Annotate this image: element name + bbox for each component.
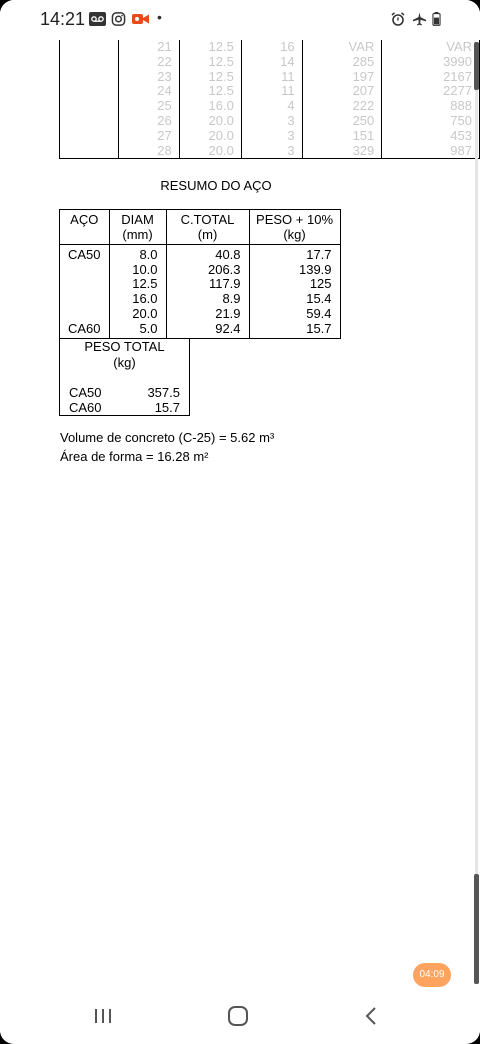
faded-table-cell: [60, 84, 119, 99]
faded-table-cell: 3: [241, 144, 302, 159]
faded-table-cell: 16.0: [179, 99, 241, 114]
summary-cell: 21.9: [166, 307, 249, 322]
summary-cell: 15.4: [249, 292, 340, 307]
faded-table-cell: [60, 70, 119, 85]
faded-table-cell: 2277: [382, 84, 480, 99]
faded-table-cell: 20.0: [179, 114, 241, 129]
faded-table-cell: 12.5: [179, 40, 241, 55]
faded-table-cell: 750: [382, 114, 480, 129]
faded-table-cell: 21: [119, 40, 180, 55]
faded-table-row: [60, 99, 480, 114]
summary-cell: 59.4: [249, 307, 340, 322]
airplane-mode-icon: [412, 12, 427, 26]
faded-table-cell: VAR: [302, 40, 382, 55]
voicemail-icon: [89, 12, 106, 26]
faded-table-cell: VAR: [382, 40, 480, 55]
summary-cell: 10.0: [109, 263, 166, 278]
summary-cell: 117.9: [166, 277, 249, 292]
faded-table-cell: 250: [302, 114, 382, 129]
summary-row: [60, 322, 341, 339]
summary-cell: 40.8: [166, 245, 249, 263]
form-area-note: Área de forma = 16.28 m²: [60, 449, 209, 464]
home-icon[interactable]: [227, 1005, 249, 1027]
total-weight-row: CA50 357.5: [69, 385, 180, 400]
scroll-track[interactable]: [475, 42, 478, 982]
faded-table-cell: 14: [241, 55, 302, 70]
faded-table-cell: 285: [302, 55, 382, 70]
video-record-icon: [132, 12, 149, 26]
faded-table-row: [60, 84, 480, 99]
summary-cell: 206.3: [166, 263, 249, 278]
faded-table-cell: 888: [382, 99, 480, 114]
navigation-bar: [0, 995, 480, 1044]
faded-table-cell: 12.5: [179, 70, 241, 85]
summary-row: [60, 277, 341, 292]
instagram-icon: [111, 12, 126, 26]
faded-table-cell: [60, 40, 119, 55]
faded-table-cell: 28: [119, 144, 180, 159]
summary-cell: 125: [249, 277, 340, 292]
alarm-icon: [391, 12, 405, 26]
faded-table-row: [60, 144, 480, 159]
summary-cell: CA60: [60, 322, 110, 339]
back-icon[interactable]: [364, 1006, 378, 1026]
total-weight-row: CA60 15.7: [69, 400, 180, 415]
faded-table-cell: 222: [302, 99, 382, 114]
faded-table-cell: 24: [119, 84, 180, 99]
faded-table-cell: 23: [119, 70, 180, 85]
summary-title: RESUMO DO AÇO: [160, 178, 272, 193]
faded-table-row: [60, 55, 480, 70]
faded-table-cell: 987: [382, 144, 480, 159]
summary-cell: 8.9: [166, 292, 249, 307]
scroll-thumb-secondary[interactable]: [474, 874, 479, 984]
summary-cell: 12.5: [109, 277, 166, 292]
faded-table-cell: 151: [302, 129, 382, 144]
summary-header-cell: AÇO: [60, 210, 110, 245]
faded-table-cell: 16: [241, 40, 302, 55]
status-bar: [0, 0, 480, 40]
faded-table-cell: 12.5: [179, 55, 241, 70]
faded-table-cell: 22: [119, 55, 180, 70]
faded-table-cell: 329: [302, 144, 382, 159]
summary-row: [60, 263, 341, 278]
faded-table-row: [60, 129, 480, 144]
total-weight-title: PESO TOTAL: [84, 339, 165, 354]
summary-row: [60, 292, 341, 307]
summary-header-cell: PESO + 10% (kg): [249, 210, 340, 245]
summary-cell: 20.0: [109, 307, 166, 322]
faded-table-cell: [60, 129, 119, 144]
faded-table-cell: 25: [119, 99, 180, 114]
page-timer-badge[interactable]: 04:09: [413, 963, 451, 987]
summary-cell: CA50: [60, 245, 110, 263]
faded-table-cell: 26: [119, 114, 180, 129]
summary-cell: 5.0: [109, 322, 166, 339]
summary-header-cell: C.TOTAL (m): [166, 210, 249, 245]
faded-table-cell: [60, 99, 119, 114]
summary-cell: 15.7: [249, 322, 340, 339]
summary-cell: [60, 292, 110, 307]
faded-table-cell: 197: [302, 70, 382, 85]
faded-table-cell: 2167: [382, 70, 480, 85]
faded-table-cell: 20.0: [179, 129, 241, 144]
summary-header-cell: DIAM (mm): [109, 210, 166, 245]
summary-row: [60, 307, 341, 322]
notification-dot: •: [157, 9, 162, 25]
faded-table-cell: 3990: [382, 55, 480, 70]
concrete-volume-note: Volume de concreto (C-25) = 5.62 m³: [60, 430, 275, 445]
summary-cell: 8.0: [109, 245, 166, 263]
summary-cell: 16.0: [109, 292, 166, 307]
faded-table-cell: 207: [302, 84, 382, 99]
faded-table-cell: 3: [241, 114, 302, 129]
faded-table-cell: 4: [241, 99, 302, 114]
faded-table-cell: 27: [119, 129, 180, 144]
faded-table-row: [60, 70, 480, 85]
battery-icon: [432, 12, 441, 26]
summary-cell: [60, 263, 110, 278]
notes: [60, 428, 274, 466]
clock: 14:21: [40, 9, 86, 29]
faded-table-cell: [60, 55, 119, 70]
summary-cell: [60, 307, 110, 322]
faded-table-cell: 453: [382, 129, 480, 144]
summary-cell: 17.7: [249, 245, 340, 263]
faded-table-cell: [60, 114, 119, 129]
scroll-thumb[interactable]: [474, 42, 479, 90]
faded-table-cell: [60, 144, 119, 159]
faded-table-cell: 11: [241, 84, 302, 99]
recent-apps-icon[interactable]: [94, 1007, 112, 1025]
faded-table-cell: 12.5: [179, 84, 241, 99]
summary-cell: 139.9: [249, 263, 340, 278]
faded-table-cell: 3: [241, 129, 302, 144]
faded-table-row: [60, 40, 480, 55]
total-weight-table: [59, 338, 190, 416]
faded-table-cell: 11: [241, 70, 302, 85]
summary-cell: 92.4: [166, 322, 249, 339]
steel-summary-table: [59, 209, 341, 339]
faded-table-cell: 20.0: [179, 144, 241, 159]
faded-table-row: [60, 114, 480, 129]
summary-row: [60, 245, 341, 263]
total-weight-unit: (kg): [113, 355, 136, 370]
summary-cell: [60, 277, 110, 292]
faded-rebar-table: [59, 40, 480, 159]
